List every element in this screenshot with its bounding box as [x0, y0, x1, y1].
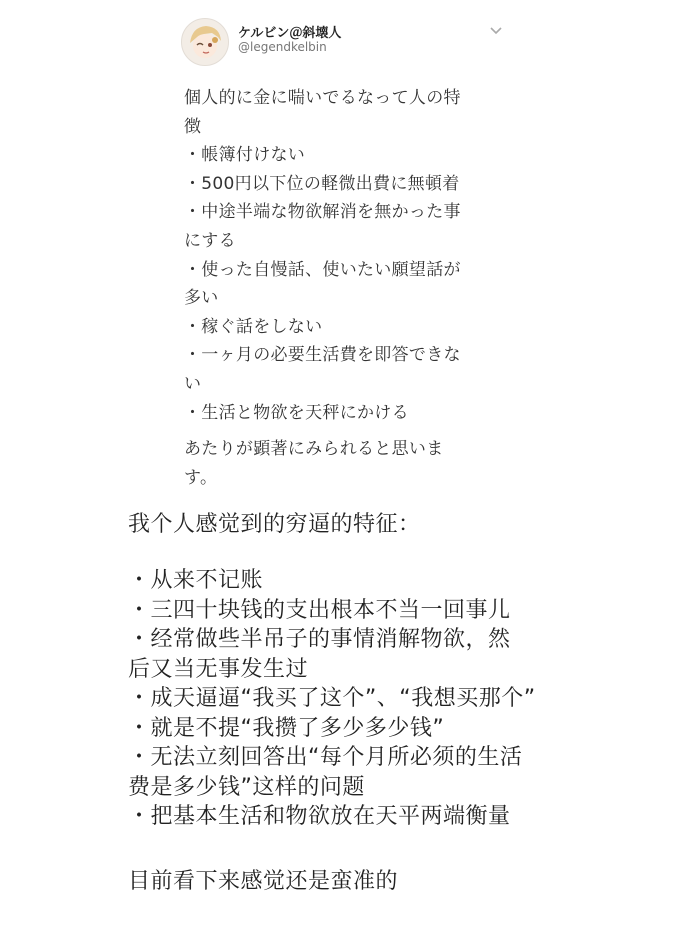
- chevron-down-icon[interactable]: [489, 26, 503, 36]
- comment-title: 我个人感觉到的穷逼的特征：: [128, 512, 421, 537]
- tweet-line: ・500円以下位の軽微出費に無頓着: [184, 173, 460, 194]
- comment-conclusion: 目前看下来感觉还是蛮准的: [128, 868, 399, 894]
- tweet-line: にする: [184, 230, 236, 251]
- tweet-line: ・中途半端な物欲解消を無かった事: [184, 202, 461, 223]
- tweet-line: 個人的に金に喘いでるなって人の特: [184, 88, 461, 108]
- comment-line: ・三四十块钱的支出根本不当一回事儿: [128, 597, 511, 623]
- comment-line: 费是多少钱”这样的问题: [128, 774, 365, 800]
- comment-line: ・无法立刻回答出“每个月所必须的生活: [128, 745, 523, 770]
- tweet-line: す。: [184, 467, 218, 488]
- user-handle[interactable]: @legendkelbin: [238, 40, 327, 54]
- tweet-line: ・使った自慢話、使いたい願望話が: [184, 259, 461, 280]
- tweet-line: ・帳簿付けない: [184, 145, 306, 166]
- comment-line: ・经常做些半吊子的事情消解物欲，然: [128, 627, 511, 652]
- comment-line: ・从来不记账: [128, 568, 264, 593]
- tweet-line: 多い: [184, 288, 219, 309]
- tweet-line: あたりが顕著にみられると思いま: [184, 439, 444, 460]
- tweet-line: ・生活と物欲を天秤にかける: [184, 402, 409, 423]
- comment-line: ・就是不提“我攒了多少多少钱”: [128, 715, 445, 741]
- tweet-line: 徴: [184, 116, 202, 137]
- user-name[interactable]: ケルビン＠斜壊人: [238, 26, 342, 41]
- comment-line: ・成天逼逼“我买了这个”、“我想买那个”: [128, 686, 536, 711]
- tweet-line: ・一ヶ月の必要生活費を即答できな: [184, 345, 461, 366]
- comment-line: ・把基本生活和物欲放在天平两端衡量: [128, 804, 511, 829]
- tweet-line: ・稼ぐ話をしない: [184, 316, 323, 337]
- tweet-line: い: [184, 373, 202, 394]
- tweet-text: [184, 84, 514, 492]
- avatar-icon[interactable]: [181, 18, 229, 66]
- comment-line: 后又当无事发生过: [128, 656, 309, 682]
- comment-text: [128, 510, 648, 896]
